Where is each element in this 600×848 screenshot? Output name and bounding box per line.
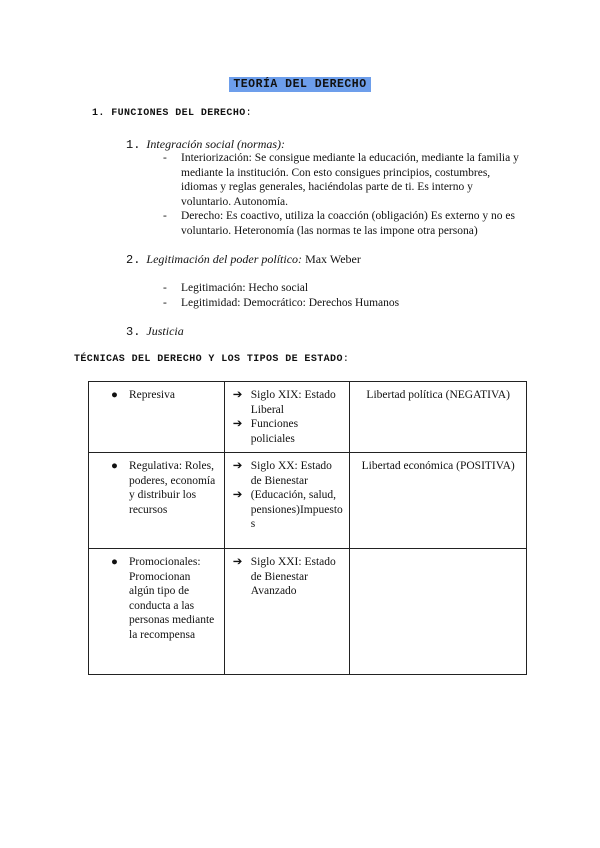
item-number: 1.	[126, 138, 141, 152]
item-label: Justicia	[146, 324, 184, 338]
state-item: ➔ Siglo XIX: Estado Liberal	[232, 389, 336, 416]
table-row	[89, 382, 527, 453]
legitimacion-bullets	[163, 281, 523, 310]
state-cell	[224, 549, 350, 675]
section2-heading	[74, 354, 349, 365]
freedom-cell: Libertad política (NEGATIVA)	[350, 382, 527, 453]
bullet-interiorizacion: - Interiorización: Se consigue mediante la educación, mediante la familia y mediante la institución. Con esto consigues principios, costumbres, idiomas y reglas generales, haciéndolas parte de ti. Es interno y voluntario. Autonomía.	[163, 151, 523, 209]
technique-text: Promocionales: Promocionan algún tipo de conducta a las personas mediante la recompensa	[129, 556, 215, 641]
technique-cell	[89, 453, 225, 549]
arrow-right-icon: ➔	[232, 556, 243, 568]
state-item: ➔ Funciones policiales	[232, 418, 299, 445]
technique-cell	[89, 549, 225, 675]
arrow-right-icon: ➔	[232, 460, 243, 472]
bullet-icon: ●	[111, 460, 118, 472]
document-title: TEORÍA DEL DERECHO	[229, 77, 370, 92]
state-item: ➔ Siglo XX: Estado de Bienestar	[232, 460, 332, 487]
section2-colon: :	[342, 354, 350, 365]
table-row	[89, 453, 527, 549]
state-item: ➔ (Educación, salud, pensiones)Impuestos	[232, 489, 343, 530]
list-item-legitimacion	[126, 252, 361, 267]
section1-title: FUNCIONES DEL DERECHO	[111, 108, 246, 119]
state-cell	[224, 382, 350, 453]
section1-heading	[92, 108, 252, 119]
item-label: Integración social (normas):	[146, 137, 286, 151]
list-item-justicia	[126, 324, 184, 339]
table-row	[89, 549, 527, 675]
section1-number: 1.	[92, 108, 105, 119]
techniques-table	[88, 381, 527, 675]
integracion-bullets	[163, 151, 523, 238]
state-item: ➔ Siglo XXI: Estado de Bienestar Avanzado	[232, 556, 336, 597]
item-label: Legitimación del poder político:	[146, 252, 303, 266]
bullet-icon: ●	[111, 556, 118, 568]
section1-colon: :	[245, 108, 253, 119]
bullet-derecho: - Derecho: Es coactivo, utiliza la coacción (obligación) Es externo y no es voluntario. Heteronomía (las normas te las impone otra persona)	[163, 209, 523, 238]
item-suffix: Max Weber	[302, 252, 361, 266]
item-number: 3.	[126, 325, 141, 339]
freedom-cell	[350, 549, 527, 675]
technique-text: Represiva	[129, 389, 175, 401]
bullet-legitimacion: - Legitimación: Hecho social	[163, 281, 523, 296]
list-item-integracion	[126, 137, 285, 152]
title-wrap	[0, 74, 600, 92]
state-cell	[224, 453, 350, 549]
bullet-legitimidad: - Legitimidad: Democrático: Derechos Humanos	[163, 296, 523, 311]
technique-cell	[89, 382, 225, 453]
freedom-cell: Libertad económica (POSITIVA)	[350, 453, 527, 549]
arrow-right-icon: ➔	[232, 389, 243, 401]
bullet-icon: ●	[111, 389, 118, 401]
section2-title: TÉCNICAS DEL DERECHO Y LOS TIPOS DE ESTADO	[74, 354, 343, 365]
item-number: 2.	[126, 253, 141, 267]
arrow-right-icon: ➔	[232, 418, 243, 430]
technique-text: Regulativa: Roles, poderes, economía y distribuir los recursos	[129, 460, 216, 516]
arrow-right-icon: ➔	[232, 489, 243, 501]
